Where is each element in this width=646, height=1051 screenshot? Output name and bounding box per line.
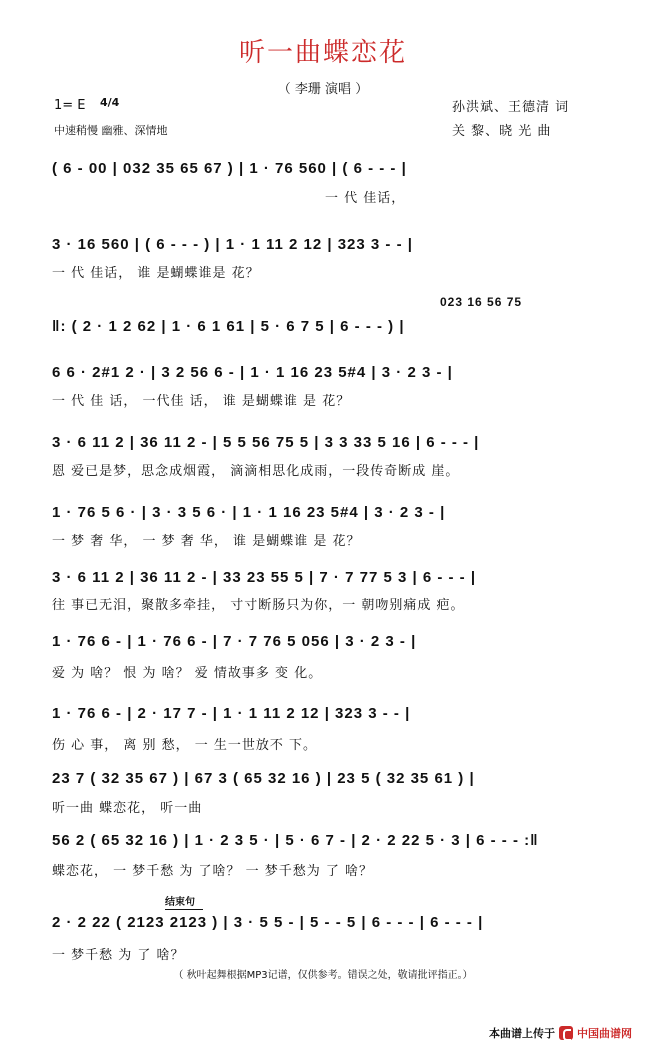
page-title: 听一曲蝶恋花 xyxy=(238,38,407,68)
score-line-4: 6 6 · 2#1 2 · | 3 2 56 6 - | 1 · 1 16 23 5#4 | 3 · 2 3 - | xyxy=(52,364,453,381)
lyric-line-10: 听一曲 蝶恋花， 听一曲 xyxy=(52,801,203,816)
score-line-2: 3 · 16 560 | ( 6 - - - ) | 1 · 1 11 2 12 | 323 3 - - | xyxy=(52,236,413,253)
site-name[interactable]: 中国曲谱网 xyxy=(577,1027,632,1040)
lyric-line-7: 往 事已无泪，聚散多牵挂， 寸寸断肠只为你，一 朝吻别痛成 疤。 xyxy=(52,598,465,613)
ending-section-label: 结束句 xyxy=(165,893,203,910)
score-line-5: 3 · 6 11 2 | 36 11 2 - | 5 5 56 75 5 | 3 3 33 5 16 | 6 - - - | xyxy=(52,434,480,451)
lyric-line-4: 一 代 佳 话， 一代佳 话， 谁 是蝴蝶谁 是 花？ xyxy=(52,394,351,409)
key-signature: 1= E xyxy=(54,98,86,113)
score-upper-voice: 023 16 56 75 xyxy=(440,295,523,309)
composer-credit: 关 黎、晓 光 曲 xyxy=(452,124,552,139)
score-line-7: 3 · 6 11 2 | 36 11 2 - | 33 23 55 5 | 7 · 7 77 5 3 | 6 - - - | xyxy=(52,569,477,586)
score-line-8: 1 · 76 6 - | 1 · 76 6 - | 7 · 7 76 5 056 | 3 · 2 3 - | xyxy=(52,633,417,650)
lyric-line-6: 一 梦 奢 华， 一 梦 奢 华， 谁 是蝴蝶谁 是 花？ xyxy=(52,534,361,549)
tempo-marking: 中速稍慢 幽雅、深情地 xyxy=(54,124,168,137)
site-logo-icon xyxy=(559,1026,573,1040)
lyric-line-8: 爱 为 啥？ 恨 为 啥？ 爱 情故事多 变 化。 xyxy=(52,666,323,681)
score-line-12: 2 · 2 22 ( 2123 2123 ) | 3 · 5 5 - | 5 - - 5 | 6 - - - | 6 - - - | xyxy=(52,914,484,931)
lyric-line-5: 恩 爱已是梦，思念成烟霞， 滴滴相思化成雨，一段传奇断成 崖。 xyxy=(52,464,460,479)
footer-prefix: 本曲谱上传于 xyxy=(489,1027,555,1040)
upload-footer xyxy=(489,1025,632,1041)
score-line-10: 23 7 ( 32 35 67 ) | 67 3 ( 65 32 16 ) | 23 5 ( 32 35 61 ) | xyxy=(52,770,475,787)
lyricist-credit: 孙洪斌、王德清 词 xyxy=(452,100,570,115)
lyric-line-12: 一 梦千愁 为 了 啥？ xyxy=(52,948,185,963)
score-line-6: 1 · 76 5 6 · | 3 · 3 5 6 · | 1 · 1 16 23 5#4 | 3 · 2 3 - | xyxy=(52,504,446,521)
lyric-line-2: 一 代 佳话， 谁 是蝴蝶谁是 花？ xyxy=(52,266,260,281)
lyric-line-11: 蝶恋花， 一 梦千愁 为 了啥？ 一 梦千愁为 了 啥？ xyxy=(52,864,374,879)
transcriber-note: （ 秋叶起舞根据MP3记谱，仅供参考。错误之处，敬请批评指正。） xyxy=(173,970,473,981)
lyric-line-1: 一 代 佳话， xyxy=(325,191,406,206)
score-line-1: ( 6 - 00 | 032 35 65 67 ) | 1 · 76 560 | ( 6 - - - | xyxy=(52,160,407,177)
score-line-9: 1 · 76 6 - | 2 · 17 7 - | 1 · 1 11 2 12 | 323 3 - - | xyxy=(52,705,411,722)
score-line-3: ‖: ( 2 · 1 2 62 | 1 · 6 1 61 | 5 · 6 7 5 | 6 - - - ) | xyxy=(52,318,405,335)
singer-credit: （ 李珊 演唱 ） xyxy=(277,82,369,97)
lyric-line-9: 伤 心 事， 离 别 愁， 一 生一世放不 下。 xyxy=(52,738,318,753)
time-signature: 4/4 xyxy=(100,96,120,109)
score-line-11: 56 2 ( 65 32 16 ) | 1 · 2 3 5 · | 5 · 6 7 - | 2 · 2 22 5 · 3 | 6 - - - :‖ xyxy=(52,832,539,849)
